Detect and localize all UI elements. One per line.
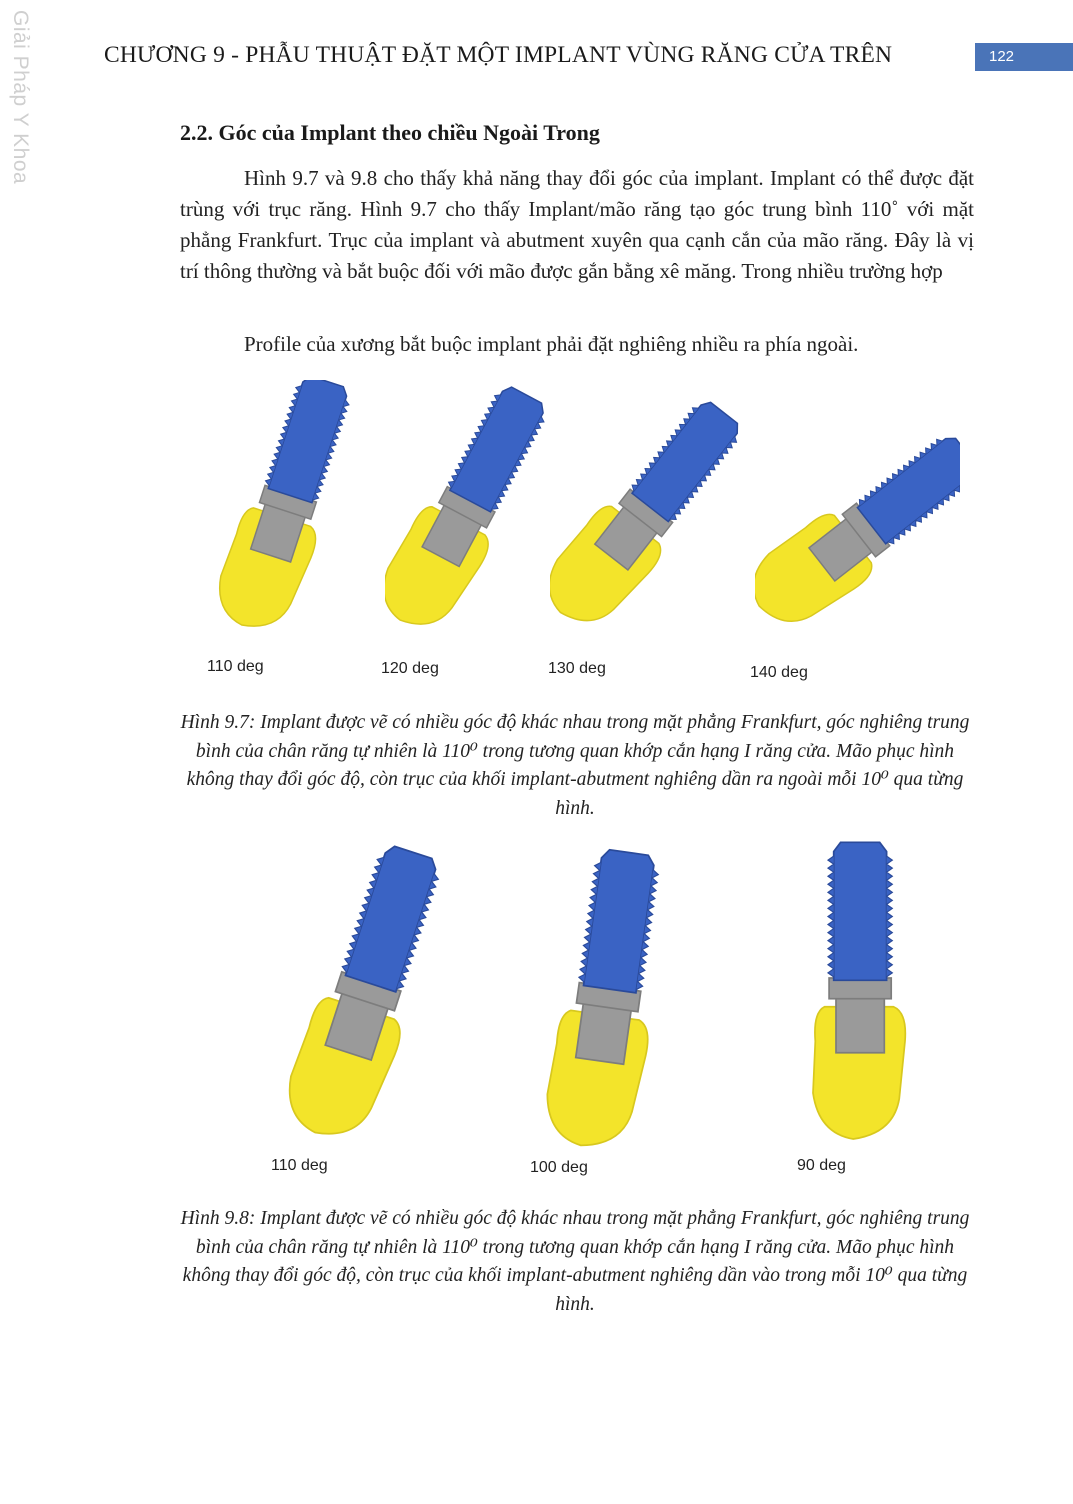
figure-9-7-label-110: 110 deg: [207, 658, 264, 675]
section-heading: 2.2. Góc của Implant theo chiều Ngoài Trong: [180, 120, 600, 145]
implant-illustration-90: [790, 835, 920, 1160]
figure-9-7-label-120: 120 deg: [381, 660, 439, 677]
figure-9-8-label-110: 110 deg: [271, 1157, 328, 1174]
figure-9-8-label-90: 90 deg: [797, 1157, 846, 1174]
chapter-title: CHƯƠNG 9 - PHẪU THUẬT ĐẶT MỘT IMPLANT VÙNG RĂNG CỬA TRÊN: [104, 42, 893, 68]
watermark-text: Giải Pháp Y Khoa: [9, 10, 32, 185]
implant-illustration-110b: [275, 840, 445, 1160]
page-number-badge: 122: [975, 43, 1073, 71]
figure-9-8-label-100: 100 deg: [530, 1159, 588, 1176]
implant-illustration-100: [530, 845, 670, 1160]
body-paragraph-1: Hình 9.7 và 9.8 cho thấy khả năng thay đổi góc của implant. Implant có thể được đặt trùng với trục răng. Hình 9.7 cho thấy Implant/mão răng tạo góc trung bình 110˚ với mặt phẳng Frankfurt. Trục của implant và abutment xuyên qua cạnh cắn của mão răng. Đây là vị trí thông thường và bắt buộc đối với mão được gắn bằng xê măng. Trong nhiều trường hợp: [180, 166, 974, 283]
figure-9-7-label-130: 130 deg: [548, 660, 606, 677]
figure-9-7-caption: Hình 9.7: Implant được vẽ có nhiều góc độ khác nhau trong mặt phẳng Frankfurt, góc nghiêng trung bình của chân răng tự nhiên là 110⁰ trong tương quan khớp cắn hạng I răng cửa. Mão phục hình không thay đổi góc độ, còn trục của khối implant-abutment nghiêng dần ra ngoài mỗi 10⁰ qua từng hình.: [180, 712, 970, 819]
figure-9-7-label-140: 140 deg: [750, 664, 808, 681]
body-paragraph-2: Profile của xương bắt buộc implant phải đặt nghiêng nhiều ra phía ngoài.: [244, 332, 859, 356]
figure-9-8-caption: Hình 9.8: Implant được vẽ có nhiều góc độ khác nhau trong mặt phẳng Frankfurt, góc nghiêng trung bình của chân răng tự nhiên là 110⁰ trong tương quan khớp cắn hạng I răng cửa. Mão phục hình không thay đổi góc độ, còn trục của khối implant-abutment nghiêng dần vào trong mỗi 10⁰ qua từng hình.: [180, 1208, 970, 1315]
